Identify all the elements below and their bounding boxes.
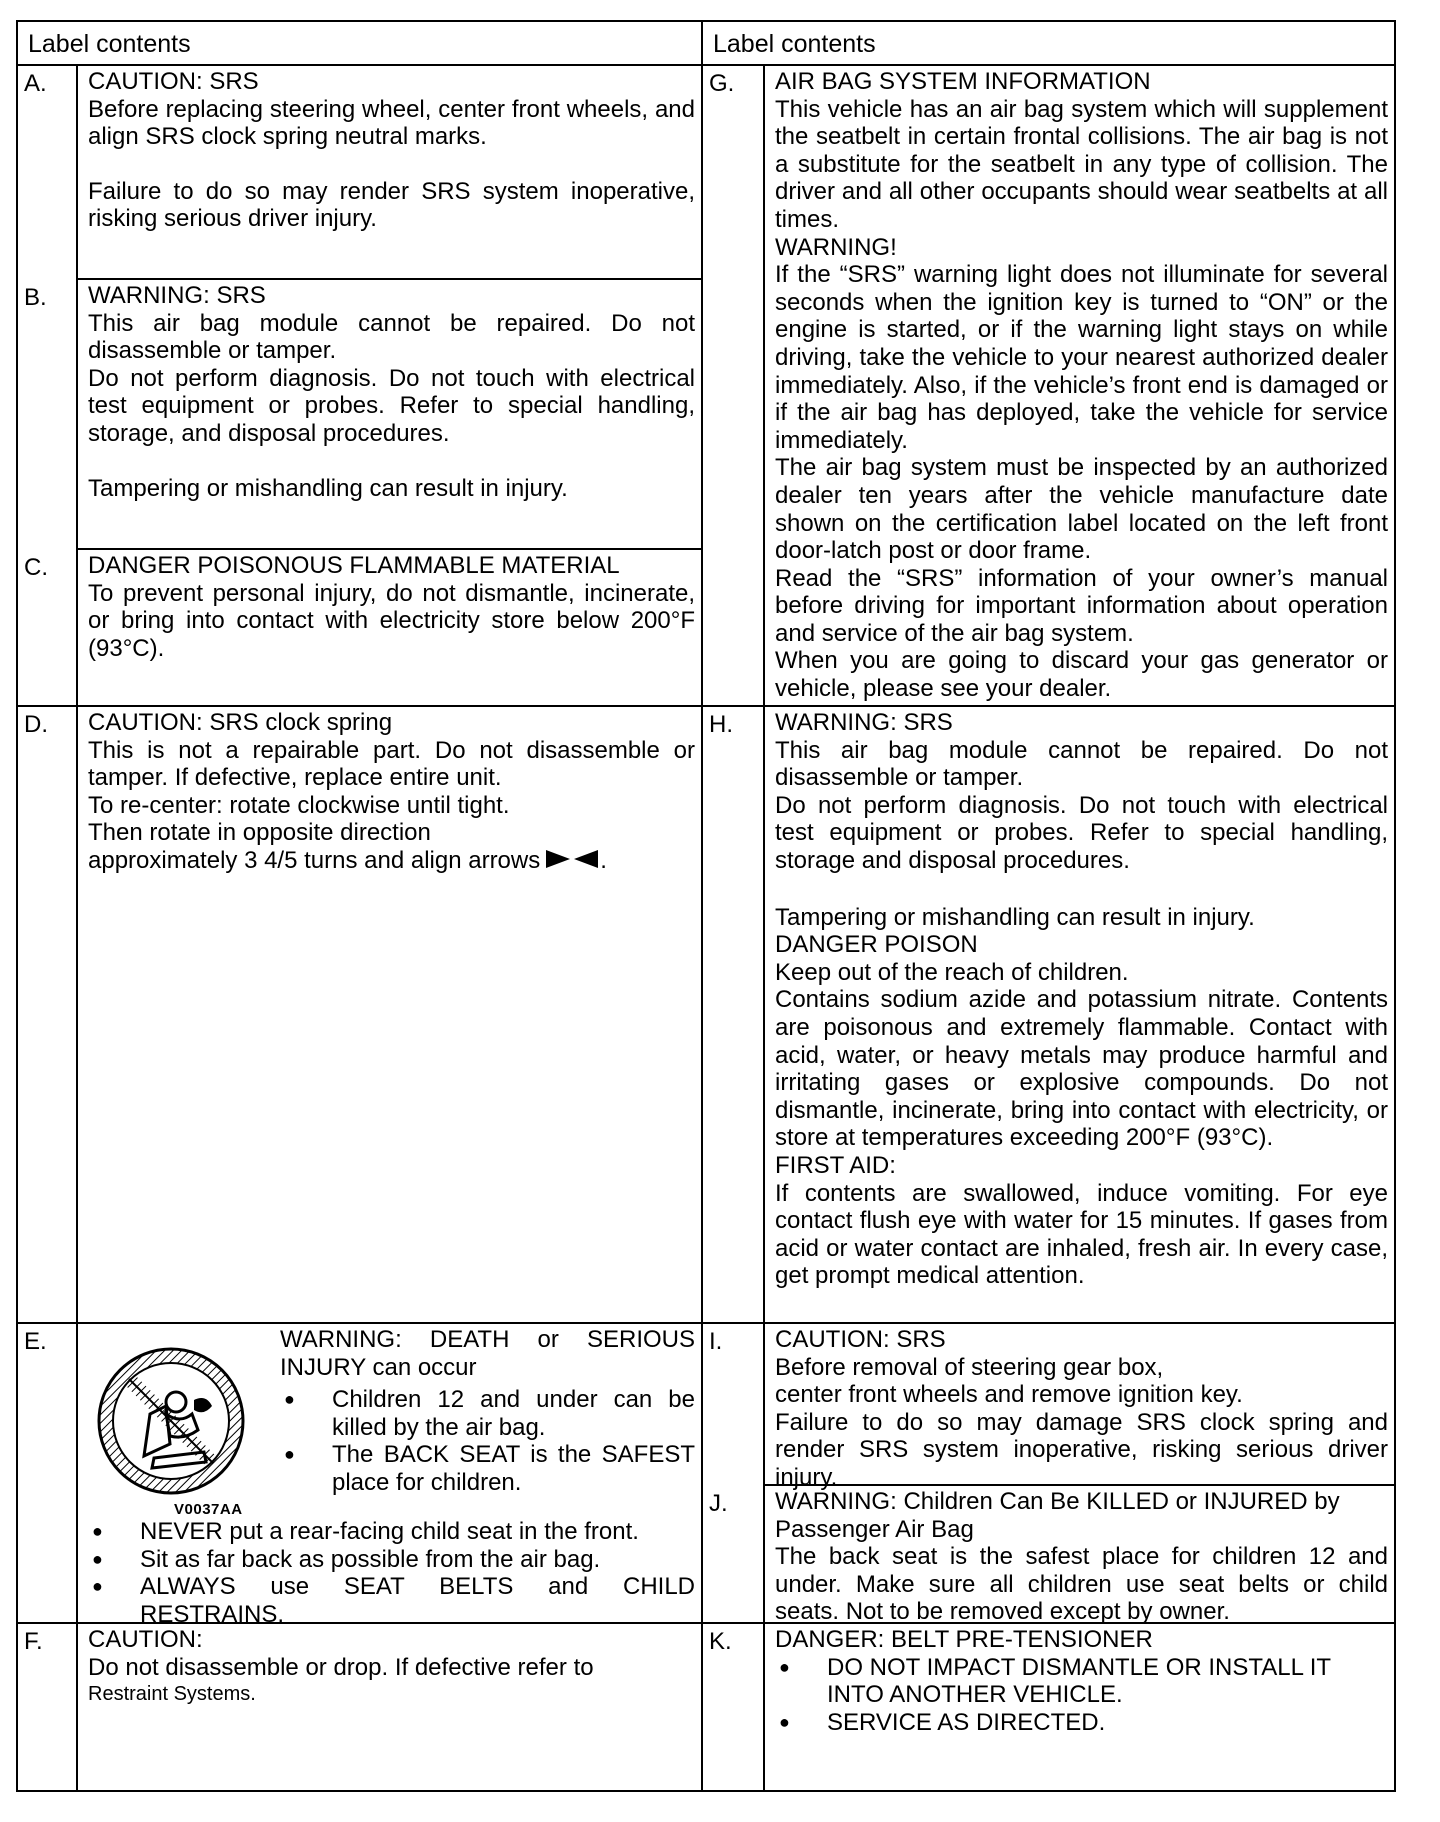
label-k-bullets bbox=[775, 1654, 1388, 1737]
label-d-text-4: approximately 3 4/5 turns and align arrows bbox=[88, 846, 541, 874]
align-arrows-icon bbox=[544, 848, 600, 870]
label-h-text-4: DANGER POISON bbox=[775, 931, 978, 959]
row-divider-g-h bbox=[701, 705, 1394, 707]
label-g-content bbox=[765, 68, 1394, 703]
label-f-text-2: Restraint Systems. bbox=[88, 1683, 256, 1706]
label-h-text-3: Tampering or mishandling can result in injury. bbox=[775, 903, 1255, 931]
no-child-in-front-icon bbox=[94, 1344, 248, 1498]
label-i-text-1: Before removal of steering gear box, bbox=[775, 1353, 1164, 1381]
label-a-text-1: Before replacing steering wheel, center front wheels, and align SRS clock spring neutral marks. bbox=[88, 95, 695, 151]
label-h-text-6: Contains sodium azide and potassium nitrate. Contents are poisonous and extremely flammable. Contact with acid, water, or heavy metals may produce harmful and irritating gases or explosive compounds. Do not dismantle, incinerate, bring into contact with electricity, or store at temperatures exceeding 200°F (93°C). bbox=[775, 986, 1388, 1152]
label-e-bullet-3: ● NEVER put a rear-facing child seat in the front. bbox=[88, 1518, 695, 1546]
label-h-text-7: FIRST AID: bbox=[775, 1151, 896, 1179]
label-letter-c: C. bbox=[24, 554, 48, 581]
label-c-title: DANGER POISONOUS FLAMMABLE MATERIAL bbox=[88, 552, 620, 579]
label-g-text-1: This vehicle has an air bag system which will supplement the seatbelt in certain frontal collisions. The air bag is not a substitute for the seatbelt in any type of collision. The driver and all other occupants should wear seatbelts at all times. bbox=[775, 95, 1388, 233]
row-divider-h-i bbox=[701, 1322, 1394, 1324]
label-h-title: WARNING: SRS bbox=[775, 709, 953, 736]
label-g-text-5: Read the “SRS” information of your owner’s manual before driving for important information about operation and service of the air bag system. bbox=[775, 564, 1388, 647]
label-e-bullets-lower bbox=[88, 1518, 695, 1628]
label-d-title: CAUTION: SRS clock spring bbox=[88, 709, 393, 736]
label-d-content bbox=[78, 709, 701, 875]
label-contents-table bbox=[16, 20, 1396, 1792]
label-letter-f: F. bbox=[24, 1628, 43, 1655]
label-e-bullet-5: ● ALWAYS use SEAT BELTS and CHILD RESTRAINS. bbox=[88, 1573, 695, 1628]
label-b-text-2: Do not perform diagnosis. Do not touch with electrical test equipment or probes. Refer to special handling, storage, and disposal procedures. bbox=[88, 364, 695, 447]
label-f-title: CAUTION: bbox=[88, 1626, 203, 1653]
label-b-content bbox=[78, 282, 701, 502]
label-letter-h: H. bbox=[709, 711, 733, 738]
label-d-text-3: Then rotate in opposite direction bbox=[88, 819, 431, 847]
label-a-content bbox=[78, 68, 701, 233]
label-g-text-6: When you are going to discard your gas generator or vehicle, please see your dealer. bbox=[775, 647, 1388, 703]
label-f-content bbox=[78, 1626, 701, 1709]
row-divider-a-b bbox=[76, 278, 701, 280]
label-b-text-1: This air bag module cannot be repaired. Do not disassemble or tamper. bbox=[88, 309, 695, 365]
label-letter-d: D. bbox=[24, 711, 48, 738]
label-g-text-3: If the “SRS” warning light does not illuminate for several seconds when the ignition key is turned to “ON” or the engine is started, or if the warning light stays on while driving, take the vehicle to your nearest authorized dealer immediately. Also, if the vehicle’s front end is damaged or if the air bag has deployed, take the vehicle for service immediately. bbox=[775, 261, 1388, 454]
label-e-bullets-lower-wrap bbox=[78, 1518, 701, 1628]
label-letter-g: G. bbox=[709, 70, 735, 97]
label-letter-k: K. bbox=[709, 1628, 732, 1655]
label-h-content bbox=[765, 709, 1394, 1290]
label-e-title: WARNING: DEATH or SERIOUS INJURY can occur bbox=[280, 1326, 695, 1381]
no-child-seat-pictogram bbox=[94, 1344, 248, 1498]
label-letter-a: A. bbox=[24, 70, 47, 97]
label-a-text-2: Failure to do so may render SRS system inoperative, risking serious driver injury. bbox=[88, 177, 695, 233]
label-j-content bbox=[765, 1488, 1394, 1626]
label-b-text-3: Tampering or mishandling can result in injury. bbox=[88, 474, 568, 502]
row-divider-c-d bbox=[18, 705, 701, 707]
row-divider-d-e bbox=[18, 1322, 701, 1324]
label-h-text-2: Do not perform diagnosis. Do not touch with electrical test equipment or probes. Refer to special handling, storage and disposal procedures. bbox=[775, 791, 1388, 874]
label-letter-b: B. bbox=[24, 284, 47, 311]
label-i-title: CAUTION: SRS bbox=[775, 1326, 946, 1353]
label-e-bullet-4: ● Sit as far back as possible from the air bag. bbox=[88, 1546, 695, 1574]
header-right: Label contents bbox=[713, 30, 876, 58]
header-left: Label contents bbox=[28, 30, 191, 58]
label-i-text-3: Failure to do so may damage SRS clock spring and render SRS system inoperative, risking serious driver injury. bbox=[775, 1408, 1388, 1491]
label-h-text-8: If contents are swallowed, induce vomiting. For eye contact flush eye with water for 15 minutes. If gases from acid or water contact are inhaled, fresh air. In every case, get prompt medical attention. bbox=[775, 1179, 1388, 1290]
label-h-text-5: Keep out of the reach of children. bbox=[775, 958, 1129, 986]
label-g-text-4: The air bag system must be inspected by an authorized dealer ten years after the vehicle manufacture date shown on the certification label located on the left front door-latch post or door frame. bbox=[775, 454, 1388, 565]
label-i-content bbox=[765, 1326, 1394, 1492]
label-e-bullet-1: ● Children 12 and under can be killed by the air bag. bbox=[280, 1386, 695, 1441]
label-letter-j: J. bbox=[709, 1490, 728, 1517]
label-f-text-1: Do not disassemble or drop. If defective refer to bbox=[88, 1653, 594, 1681]
label-letter-e: E. bbox=[24, 1328, 47, 1355]
label-j-text-1: The back seat is the safest place for children 12 and under. Make sure all children use seat belts or child seats. Not to be removed except by owner. bbox=[775, 1543, 1388, 1626]
label-d-text-2: To re-center: rotate clockwise until tight. bbox=[88, 791, 510, 819]
label-e-bullets-upper bbox=[280, 1386, 695, 1496]
label-a-title: CAUTION: SRS bbox=[88, 68, 259, 95]
label-h-text-1: This air bag module cannot be repaired. Do not disassemble or tamper. bbox=[775, 736, 1388, 792]
label-c-content bbox=[78, 552, 701, 662]
label-letter-i: I. bbox=[709, 1328, 723, 1355]
label-d-text-1: This is not a repairable part. Do not disassemble or tamper. If defective, replace entire unit. bbox=[88, 736, 695, 792]
row-divider-b-c bbox=[76, 548, 701, 550]
label-g-title: AIR BAG SYSTEM INFORMATION bbox=[775, 68, 1151, 95]
label-k-title: DANGER: BELT PRE-TENSIONER bbox=[775, 1626, 1153, 1653]
pictogram-code: V0037AA bbox=[174, 1501, 243, 1518]
label-b-title: WARNING: SRS bbox=[88, 282, 266, 309]
label-j-title: WARNING: Children Can Be KILLED or INJURED by Passenger Air Bag bbox=[775, 1488, 1340, 1543]
column-divider-center bbox=[701, 22, 703, 1792]
label-e-warning bbox=[270, 1326, 701, 1497]
label-c-text-1: To prevent personal injury, do not dismantle, incinerate, or bring into contact with electricity store below 200°F (93°C). bbox=[88, 579, 695, 662]
label-k-bullet-2: ● SERVICE AS DIRECTED. bbox=[775, 1709, 1388, 1737]
label-k-bullet-1: ● DO NOT IMPACT DISMANTLE OR INSTALL IT INTO ANOTHER VEHICLE. bbox=[775, 1654, 1388, 1709]
label-g-text-2: WARNING! bbox=[775, 233, 897, 261]
label-e-bullet-2: ● The BACK SEAT is the SAFEST place for children. bbox=[280, 1441, 695, 1496]
label-k-content bbox=[765, 1626, 1394, 1736]
label-i-text-2: center front wheels and remove ignition key. bbox=[775, 1381, 1243, 1409]
label-d-text-4-line: approximately 3 4/5 turns and align arrows . bbox=[88, 846, 607, 874]
